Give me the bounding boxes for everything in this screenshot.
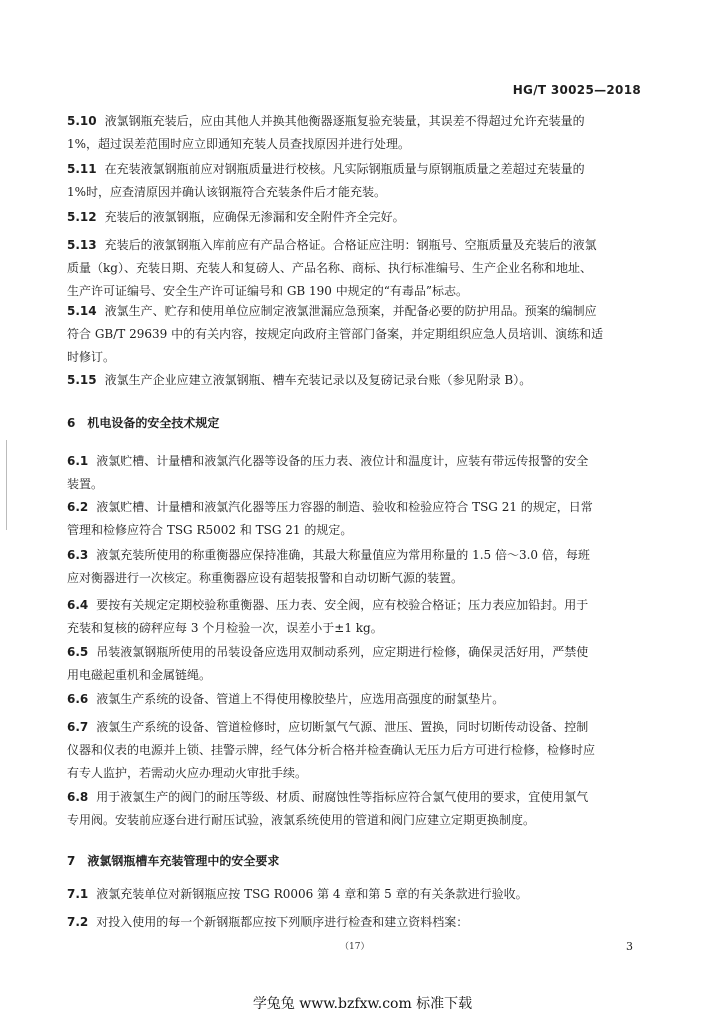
clause-5-10 (67, 110, 639, 156)
clause-line: 充装和复核的磅秤应每 3 个月检验一次，误差小于±1 kg。 (67, 621, 383, 635)
clause-line: 充装后的液氯钢瓶入库前应有产品合格证。合格证应注明：钢瓶号、空瓶质量及充装后的液氯 (104, 238, 597, 252)
clause-number: 5.15 (67, 373, 97, 387)
clause-7-2 (67, 911, 639, 934)
clause-line: 液氯生产企业应建立液氯钢瓶、槽车充装记录以及复磅记录台账（参见附录 B）。 (104, 373, 532, 387)
clause-line: 质量（kg）、充装日期、充装人和复磅人、产品名称、商标、执行标准编号、生产企业名称和地址、 (67, 261, 592, 275)
page-reference: （17） (340, 942, 370, 952)
clause-number: 5.10 (67, 114, 97, 128)
clause-line: 对投入使用的每一个新钢瓶都应按下列顺序进行检查和建立资料档案： (96, 915, 469, 929)
watermark: 学兔兔 www.bzfxw.com 标准下载 (252, 996, 473, 1012)
clause-number: 6.3 (67, 548, 89, 562)
clause-line: 专用阀。安装前应逐台进行耐压试验，液氯系统使用的管道和阀门应建立定期更换制度。 (67, 813, 536, 827)
clause-6-4 (67, 594, 639, 640)
clause-line: 符合 GB/T 29639 中的有关内容，按规定向政府主管部门备案，并定期组织应急人员培训、演练和适 (67, 327, 604, 341)
clause-number: 7.2 (67, 915, 89, 929)
clause-6-3 (67, 544, 639, 590)
clause-6-8 (67, 786, 639, 832)
section-title: 机电设备的安全技术规定 (87, 416, 220, 430)
clause-number: 6.4 (67, 598, 89, 612)
clause-line: 1%时，应查清原因并确认该钢瓶符合充装条件后才能充装。 (67, 185, 387, 199)
clause-line: 时修订。 (67, 350, 116, 364)
section-number: 7 (67, 854, 76, 868)
clause-6-2 (67, 496, 639, 542)
page-number: 3 (626, 940, 633, 953)
clause-line: 装置。 (67, 477, 104, 491)
clause-number: 5.11 (67, 162, 97, 176)
section-heading-7 (67, 852, 279, 869)
clause-line: 生产许可证编号、安全生产许可证编号和 GB 190 中规定的“有毒品”标志。 (67, 284, 469, 298)
clause-line: 液氯钢瓶充装后，应由其他人并换其他衡器逐瓶复验充装量，其误差不得超过允许充装量的 (104, 114, 585, 128)
clause-line: 液氯生产系统的设备、管道上不得使用橡胶垫片，应选用高强度的耐氯垫片。 (96, 692, 505, 706)
clause-5-14 (67, 300, 639, 369)
clause-number: 5.12 (67, 210, 97, 224)
clause-line: 充装后的液氯钢瓶，应确保无渗漏和安全附件齐全完好。 (104, 210, 405, 224)
clause-6-7 (67, 716, 639, 785)
clause-line: 液氯贮槽、计量槽和液氯汽化器等压力容器的制造、验收和检验应符合 TSG 21 的规定，日常 (96, 500, 593, 514)
clause-5-11 (67, 158, 639, 204)
clause-line: 液氯充装单位对新钢瓶应按 TSG R0006 第 4 章和第 5 章的有关条款进行验收。 (96, 887, 528, 901)
clause-line: 液氯生产、贮存和使用单位应制定液氯泄漏应急预案，并配备必要的防护用品。预案的编制应 (104, 304, 597, 318)
clause-line: 应对衡器进行一次核定。称重衡器应设有超装报警和自动切断气源的装置。 (67, 571, 464, 585)
clause-5-15 (67, 369, 639, 392)
clause-line: 在充装液氯钢瓶前应对钢瓶质量进行校核。凡实际钢瓶质量与原钢瓶质量之差超过充装量的 (104, 162, 585, 176)
clause-6-6 (67, 688, 639, 711)
clause-number: 7.1 (67, 887, 89, 901)
clause-line: 有专人监护，若需动火应办理动火审批手续。 (67, 766, 308, 780)
clause-7-1 (67, 883, 639, 906)
clause-6-5 (67, 641, 639, 687)
clause-number: 6.7 (67, 720, 89, 734)
clause-5-13 (67, 234, 639, 303)
clause-number: 6.6 (67, 692, 89, 706)
clause-line: 要按有关规定定期校验称重衡器、压力表、安全阀，应有校验合格证；压力表应加铅封。用于 (96, 598, 589, 612)
clause-line: 液氯充装所使用的称重衡器应保持准确，其最大称量值应为常用称量的 1.5 倍～3.0 倍，每班 (96, 548, 590, 562)
clause-line: 仪器和仪表的电源并上锁、挂警示牌，经气体分析合格并检查确认无压力后方可进行检修，检修时应 (67, 743, 596, 757)
clause-number: 6.8 (67, 790, 89, 804)
clause-number: 5.13 (67, 238, 97, 252)
clause-line: 吊装液氯钢瓶所使用的吊装设备应选用双制动系列，应定期进行检修，确保灵活好用，严禁使 (96, 645, 589, 659)
section-number: 6 (67, 416, 76, 430)
clause-line: 用于液氯生产的阀门的耐压等级、材质、耐腐蚀性等指标应符合氯气使用的要求，宜使用氯气 (96, 790, 589, 804)
clause-6-1 (67, 450, 639, 496)
section-title: 液氯钢瓶槽车充装管理中的安全要求 (87, 854, 280, 868)
clause-line: 液氯生产系统的设备、管道检修时，应切断氯气气源、泄压、置换，同时切断传动设备、控制 (96, 720, 589, 734)
clause-line: 液氯贮槽、计量槽和液氯汽化器等设备的压力表、液位计和温度计，应装有带远传报警的安全 (96, 454, 589, 468)
clause-number: 6.1 (67, 454, 89, 468)
clause-number: 5.14 (67, 304, 97, 318)
clause-5-12 (67, 206, 639, 229)
scan-margin-mark (6, 440, 7, 530)
clause-number: 6.5 (67, 645, 89, 659)
clause-line: 用电磁起重机和金属链绳。 (67, 668, 212, 682)
clause-line: 1%，超过误差范围时应立即通知充装人员查找原因并进行处理。 (67, 137, 411, 151)
clause-line: 管理和检修应符合 TSG R5002 和 TSG 21 的规定。 (67, 523, 353, 537)
section-heading-6 (67, 414, 219, 431)
doc-code: HG/T 30025—2018 (512, 83, 641, 97)
clause-number: 6.2 (67, 500, 89, 514)
